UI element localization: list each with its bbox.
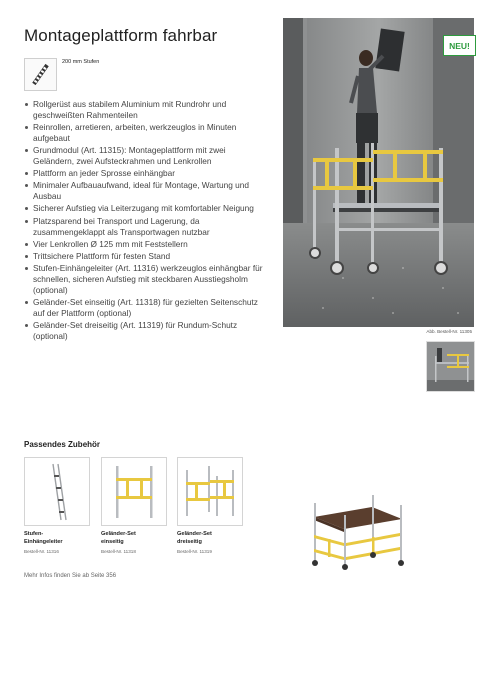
- list-item: Grundmodul (Art. 11315): Montageplattform mit zwei Geländern, zwei Aufsteckrahmen und Lenkrollen: [24, 145, 264, 167]
- accessory-card-ladder[interactable]: [24, 457, 90, 526]
- accessory-name: [24, 531, 94, 546]
- list-item: Vier Lenkrollen Ø 125 mm mit Feststellern: [24, 239, 264, 250]
- list-item: Reinrollen, arretieren, arbeiten, werkzeuglos in Minuten aufgebaut: [24, 122, 264, 144]
- list-item: Geländer-Set einseitig (Art. 11318) für gezielten Seitenschutz auf der Plattform (optional): [24, 297, 264, 319]
- list-item: Stufen-Einhängeleiter (Art. 11316) werkzeuglos einhängbar für schnellen, sicheren Aufstieg mit steckbaren Ausstiegsholm (optional): [24, 263, 264, 296]
- list-item: Sicherer Aufstieg via Leiterzugang mit komfortabler Neigung: [24, 203, 264, 214]
- feature-list: [24, 99, 264, 343]
- list-item: Trittsichere Plattform für festen Stand: [24, 251, 264, 262]
- accessory-name-line: Einhängeleiter: [24, 538, 63, 545]
- thumbnail-image[interactable]: [426, 341, 475, 392]
- accessory-card-railing-single[interactable]: [101, 457, 167, 526]
- list-item: Platzsparend bei Transport und Lagerung, da zusammengeklappt als Transportwagen nutzbar: [24, 216, 264, 238]
- more-info-text: Mehr Infos finden Sie ab Seite 356: [24, 573, 117, 579]
- new-badge: NEU!: [443, 35, 476, 56]
- accessory-name-line: Geländer-Set: [177, 531, 212, 537]
- icon-caption: 200 mm Stufen: [62, 59, 100, 65]
- list-item: Minimaler Aufbauaufwand, ideal für Montage, Wartung und Ausbau: [24, 180, 264, 202]
- page-title: Montageplattform fahrbar: [24, 26, 218, 45]
- list-item: Rollgerüst aus stabilem Aluminium mit Rundrohr und geschweißten Rahmenteilen: [24, 99, 264, 121]
- accessory-name: [101, 531, 171, 546]
- product-photo: [283, 18, 474, 327]
- accessory-order-number: Bestell-Nr. 11318: [101, 549, 136, 554]
- list-item: Geländer-Set dreiseitig (Art. 11319) für Rundum-Schutz (optional): [24, 320, 264, 342]
- accessory-name: [177, 531, 247, 546]
- accessory-name-line: Stufen-: [24, 531, 44, 537]
- accessory-name-line: dreiseitig: [177, 538, 202, 545]
- accessory-card-railing-triple[interactable]: [177, 457, 243, 526]
- step-icon: [24, 58, 57, 91]
- accessory-name-line: Geländer-Set: [101, 531, 136, 537]
- accessory-order-number: Bestell-Nr. 11319: [177, 549, 212, 554]
- accessory-name-line: einseitig: [101, 538, 124, 545]
- platform-product-image: [302, 495, 408, 570]
- list-item: Plattform an jeder Sprosse einhängbar: [24, 168, 264, 179]
- accessory-order-number: Bestell-Nr. 11316: [24, 549, 59, 554]
- photo-caption: Abb. Bestell-Nr. 11305: [426, 329, 472, 334]
- accessories-title: Passendes Zubehör: [24, 440, 101, 449]
